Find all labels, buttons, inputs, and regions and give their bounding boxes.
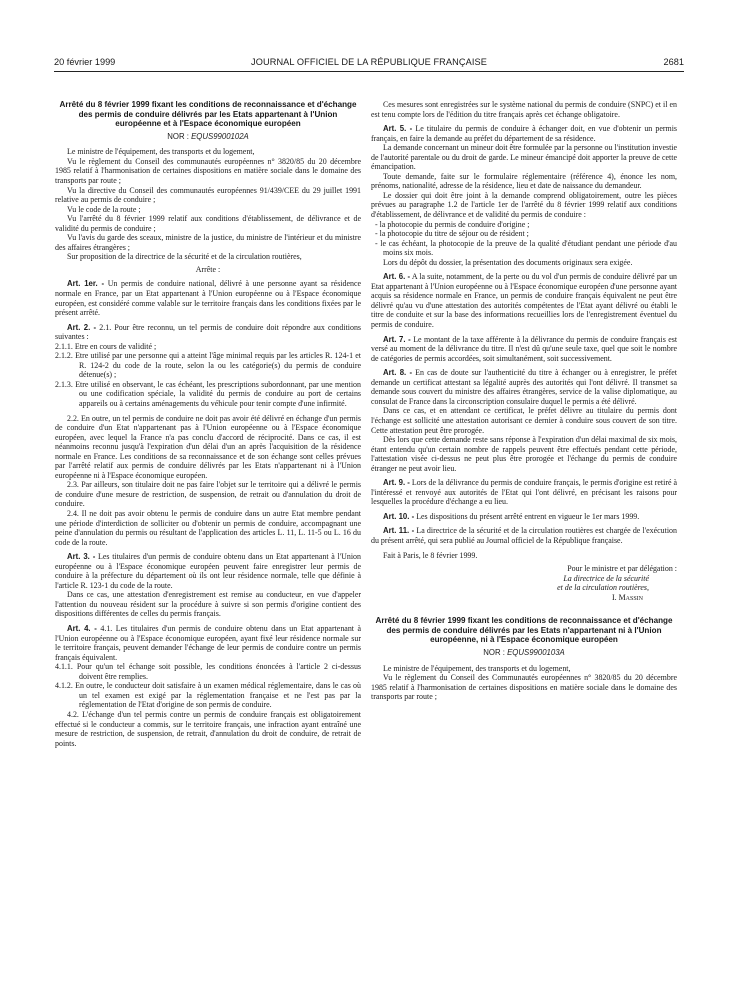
preamble-line: Vu l'avis du garde des sceaux, ministre de la justice, du ministre de l'intérieur et du ministre des affaires étrangères ; xyxy=(55,233,361,252)
article-2-para: 2.3. Par ailleurs, son titulaire doit ne pas faire l'objet sur le territoire qui a délivré le permis de conduire d'une mesure de restriction, de suspension, de retrait ou d'annulation du droit de conduire. xyxy=(55,480,361,509)
article-9: Art. 9. - Lors de la délivrance du permis de conduire français, le permis d'origine est retiré à l'intéressé et renvoyé aux autorités de l'Etat qui l'ont délivré, en précisant les raisons pour lesquelles la procédure d'échange a eu lieu. xyxy=(371,478,678,507)
header-date: 20 février 1999 xyxy=(54,57,116,67)
article-5-para: Lors du dépôt du dossier, la présentation des documents originaux sera exigée. xyxy=(383,257,633,267)
signatory-name: I. Massin xyxy=(611,592,643,602)
document-list-item: - la photocopie du permis de conduire d'origine ; xyxy=(375,219,530,229)
left-column xyxy=(55,100,361,748)
article-6: Art. 6. - A la suite, notamment, de la perte ou du vol d'un permis de conduire délivré par un Etat appartenant à l'Union européenne ou à l'Espace économique européen d'une personne ayant acquis sa résidence normale en France, un permis de conduire français équivalent ne peut être délivré qu'au vu d'une attestation des autorités compétentes de l'Etat ayant délivré ou établi le titre de conduite et sur la base des informations recueillies lors de l'enregistrement éventuel du permis de conduire. xyxy=(371,272,678,330)
article-8-para: Dès lors que cette demande reste sans réponse à l'expiration d'un délai maximal de six mois, étant entendu qu'un certain nombre de rappels peuvent être effectués pendant cette période, l'attestation visée ci-dessus ne peut plus être prorogée et l'échange du permis de conduire étranger ne peut avoir lieu. xyxy=(371,435,677,473)
signing-place-date: Fait à Paris, le 8 février 1999. xyxy=(383,550,478,560)
article-3-para: Dans ce cas, une attestation d'enregistrement est remise au conducteur, en vue d'appeler l'attention du nouveau résident sur la procédure à suivre si son permis d'origine contient des dispositions différentes de celles du permis français. xyxy=(55,590,361,619)
article-3: Art. 3. - Les titulaires d'un permis de conduire obtenu dans un Etat appartenant à l'Union européenne ou à l'Espace économique européen peuvent faire enregistrer leur permis de conduire à la préfecture du département où ils ont leur résidence normale, telle que définie à l'article R. 123-1 du code de la route. xyxy=(55,552,361,590)
preamble-line: Le ministre de l'équipement, des transports et du logement, xyxy=(383,663,571,673)
preamble-line: Vu le règlement du Conseil des Communautés européennes n° 3820/85 du 20 décembre 1985 relatif à l'harmonisation de certaines dispositions en matière sociale dans le domaine des transports par route ; xyxy=(371,673,677,702)
article-5-para: Le dossier qui doit être joint à la demande comprend obligatoirement, outre les pièces prévues au paragraphe 1.2 de l'article 1er de l'arrêté du 8 février 1999 relatif aux conditions d'établissement, de délivrance et de validité du permis de conduire : xyxy=(371,190,677,220)
article-8-para: Dans ce cas, et en attendant ce certificat, le préfet délivre au titulaire du permis dont l'échange est sollicité une attestation autorisant ce dernier à conduire sous couvert de son titre. Cette attestation peut être prorogée. xyxy=(371,406,677,435)
article-8: Art. 8. - En cas de doute sur l'authenticité du titre à échanger ou à enregistrer, le préfet demande un certificat attestant sa légalité auprès des autorités qui l'ont délivré. Il transmet sa demande sous couvert du ministre des affaires étrangères, service de la valise diplomatique, au consulat de France dans la circonscription consulaire duquel le permis a été délivré. xyxy=(371,368,678,406)
document-list-item: - le cas échéant, la photocopie de la preuve de la qualité d'étudiant pendant une période d'au moins six mois. xyxy=(375,238,677,258)
intro-para: Ces mesures sont enregistrées sur le système national du permis de conduire (SNPC) et il en est tenu compte lors de l'édition du titre français après cet échange obligatoire. xyxy=(371,100,677,119)
article-4-item: 4.1.1. Pour qu'un tel échange soit possible, les conditions énoncées à l'article 2 ci-dessus doivent être remplies. xyxy=(55,662,361,681)
article-4: Art. 4. - 4.1. Les titulaires d'un permis de conduire obtenu dans un Etat appartenant à l'Union européenne ou à l'Espace économique européen, ayant fixé leur résidence normale sur le territoire français, peuvent demander l'échange de leur permis de conduire contre un permis français équivalent. xyxy=(55,624,362,662)
signature-delegation: Pour le ministre et par délégation : xyxy=(567,564,677,574)
decree-title: Arrêté du 8 février 1999 fixant les conditions de reconnaissance et d'échange des permis de conduire délivrés par les Etats appartenant à l'Union européenne et à l'Espace économique européen xyxy=(59,100,357,129)
article-11: Art. 11. - La directrice de la sécurité et de la circulation routières est chargée de l'exécution du présent arrêté, qui sera publié au Journal officiel de la République française. xyxy=(371,526,677,545)
article-2-para: 2.4. Il ne doit pas avoir obtenu le permis de conduire dans un autre Etat membre pendant une période d'interdiction de solliciter ou d'obtenir un permis de conduire, accompagnant une peine d'annulation du permis ou résultant de l'application des articles L. 11, L. 11-5 ou L. 16 du code de la route. xyxy=(55,509,361,547)
article-2-item: 2.1.1. Etre en cours de validité ; xyxy=(55,341,157,351)
article-1: Art. 1er. - Un permis de conduire national, délivré à une personne ayant sa résidence normale en France, par un Etat appartenant à l'Union européenne ou à l'Espace économique européen, est considéré comme valable sur le territoire français dans les conditions fixées par le présent arrêté. xyxy=(55,279,362,318)
right-column xyxy=(371,100,677,702)
article-4-item: 4.1.2. En outre, le conducteur doit satisfaire à un examen médical réglementaire, dans le cas où un tel examen est exigé par la réglementation française et ne l'est pas par la réglementation de l'Etat d'origine de son permis de conduire. xyxy=(55,681,361,710)
page-number: 2681 xyxy=(663,57,684,67)
header-rule xyxy=(54,71,684,72)
page-header xyxy=(54,57,684,71)
article-5-para: La demande concernant un mineur doit être formulée par la personne ou l'institution investie de l'autorité parentale ou du droit de garde. Le mineur émancipé doit apporter la preuve de cette émancipation. xyxy=(371,143,677,172)
article-2-item: 2.1.2. Etre utilisé par une personne qui a atteint l'âge minimal requis par les articles R. 124-1 et R. 124-2 du code de la route, selon la ou les catégorie(s) du permis de conduire détenue(s) ; xyxy=(55,351,361,380)
article-10: Art. 10. - Les dispositions du présent arrêté entrent en vigueur le 1er mars 1999. xyxy=(383,511,640,521)
preamble-line: Vu le règlement du Conseil des communautés européennes n° 3820/85 du 20 décembre 1985 relatif à l'harmonisation de certaines dispositions en matière sociale dans le domaine des transports par route ; xyxy=(55,156,361,185)
signature-role: et de la circulation routières, xyxy=(557,583,649,593)
second-decree-title: Arrêté du 8 février 1999 fixant les conditions de reconnaissance et d'échange des permis de conduire délivrés par les Etats n'appartenant ni à l'Union européenne, ni à l'Espace économique européen xyxy=(375,616,673,645)
article-4-para: 4.2. L'échange d'un tel permis contre un permis de conduire français est obligatoirement effectué si le conducteur a commis, sur le territoire français, une infraction ayant entraîné une mesure de restriction, de suspension, de retrait, d'annulation du droit de conduire, de retrait de points. xyxy=(55,709,361,748)
preamble-line: Sur proposition de la directrice de la sécurité et de la circulation routières, xyxy=(67,252,302,262)
article-5-para: Toute demande, faite sur le formulaire réglementaire (référence 4), énonce les nom, prénoms, nationalité, adresse de la résidence, lieu et date de naissance du demandeur. xyxy=(371,171,677,191)
preamble-line: Vu l'arrêté du 8 février 1999 relatif aux conditions d'établissement, de délivrance et de validité du permis de conduire ; xyxy=(55,214,361,233)
preamble-line: Vu le code de la route ; xyxy=(67,204,141,214)
nor-reference: NOR : EQUS9900102A xyxy=(167,131,249,141)
nor-reference-2: NOR : EQUS9900103A xyxy=(483,648,565,658)
preamble-line: Vu la directive du Conseil des communautés européennes 91/439/CEE du 29 juillet 1991 relative au permis de conduire ; xyxy=(55,185,361,205)
signature-role: La directrice de la sécurité xyxy=(563,573,649,583)
article-2: Art. 2. - 2.1. Pour être reconnu, un tel permis de conduire doit répondre aux conditions suivantes : xyxy=(55,322,362,342)
arrete-label: Arrête : xyxy=(195,264,221,274)
article-5: Art. 5. - Le titulaire du permis de conduire à échanger doit, en vue d'obtenir un permis français, en faire la demande au préfet du département de sa résidence. xyxy=(371,124,678,143)
journal-title: JOURNAL OFFICIEL DE LA RÉPUBLIQUE FRANÇAISE xyxy=(251,57,487,67)
article-7: Art. 7. - Le montant de la taxe afférente à la délivrance du permis de conduire français est versé au moment de la délivrance du titre. Il n'est dû qu'une seule taxe, quel que soit le nombre de catégories de permis accordées, soit simultanément, soit successivement. xyxy=(371,334,678,363)
article-2-item: 2.1.3. Etre utilisé en observant, le cas échéant, les prescriptions subordonnant, par une mention ou une codification spéciale, la validité du permis de conduire au port de certains appareils ou à certains aménagements du véhicule pour tenir compte d'une infirmité. xyxy=(55,379,361,408)
preamble-line: Le ministre de l'équipement, des transports et du logement, xyxy=(67,147,255,157)
article-2-para: 2.2. En outre, un tel permis de conduire ne doit pas avoir été délivré en échange d'un permis de conduire d'un Etat n'appartenant pas à l'Union européenne ou à l'Espace économique européen, avec lequel la France n'a pas conclu d'accord de réciprocité. Dans ce cas, il est néanmoins reconnu jusqu'à l'expiration d'un délai d'un an après l'acquisition de la résidence normale en France. Les conditions de sa reconnaissance et de son échange sont celles prévues par l'arrêté relatif aux permis de conduire délivrés par les Etats n'appartenant ni à l'Union européenne ni à l'Espace économique européen. xyxy=(55,413,361,480)
document-list-item: - la photocopie du titre de séjour ou de résident ; xyxy=(375,229,529,239)
